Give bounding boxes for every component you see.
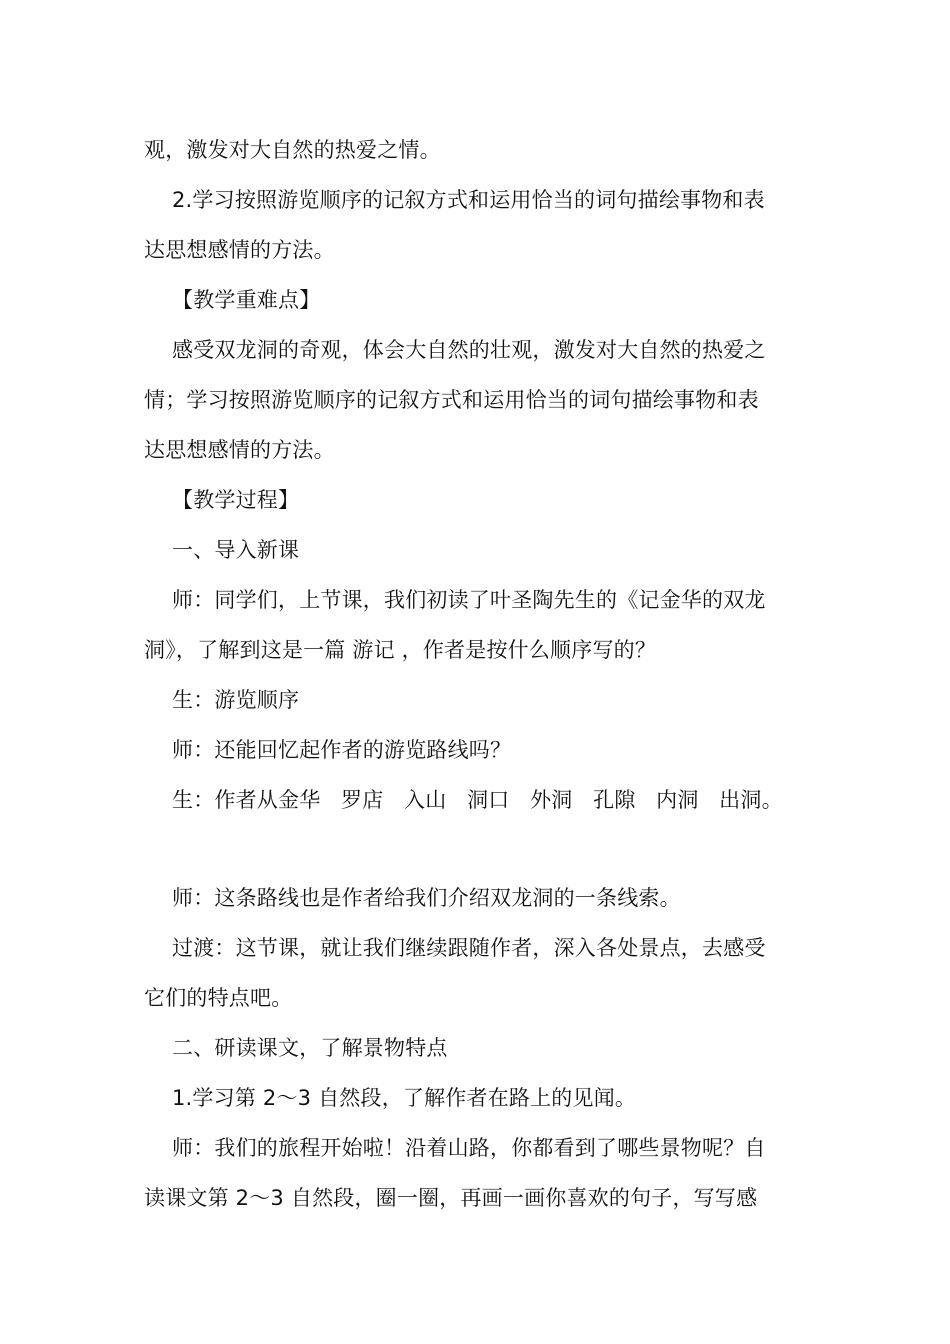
paragraph-line: 2.学习按照游览顺序的记叙方式和运用恰当的词句描绘事物和表: [172, 188, 765, 212]
paragraph-line: 感受双龙洞的奇观，体会大自然的壮观，激发对大自然的热爱之: [172, 338, 766, 362]
paragraph-line: 它们的特点吧。: [144, 986, 293, 1010]
paragraph-line: 师：我们的旅程开始啦！沿着山路，你都看到了哪些景物呢？自: [172, 1136, 766, 1160]
paragraph-line: 达思想感情的方法。: [144, 238, 335, 262]
paragraph-line: 观，激发对大自然的热爱之情。: [144, 138, 441, 162]
section-heading: 【教学重难点】: [172, 288, 321, 312]
subsection-heading: 一、导入新课: [172, 538, 300, 562]
paragraph-line: 生：游览顺序: [172, 688, 300, 712]
paragraph-line: 洞》，了解到这是一篇 游记 ，作者是按什么顺序写的？: [144, 638, 657, 662]
paragraph-line: 师：还能回忆起作者的游览路线吗？: [172, 738, 512, 762]
paragraph-line: 达思想感情的方法。: [144, 438, 335, 462]
paragraph-line: 1.学习第 2～3 自然段，了解作者在路上的见闻。: [172, 1086, 637, 1110]
paragraph-line: 过渡：这节课，就让我们继续跟随作者，深入各处景点，去感受: [172, 936, 766, 960]
paragraph-line: 师：同学们，上节课，我们初读了叶圣陶先生的《记金华的双龙: [172, 588, 766, 612]
paragraph-line: 读课文第 2～3 自然段，圈一圈，再画一画你喜欢的句子，写写感: [144, 1186, 758, 1210]
paragraph-line: 师：这条路线也是作者给我们介绍双龙洞的一条线索。: [172, 886, 681, 910]
section-heading: 【教学过程】: [172, 488, 300, 512]
subsection-heading: 二、研读课文，了解景物特点: [172, 1036, 448, 1060]
paragraph-line: 生：作者从金华 罗店 入山 洞口 外洞 孔隙 内洞 出洞。: [172, 788, 783, 812]
paragraph-line: 情；学习按照游览顺序的记叙方式和运用恰当的词句描绘事物和表: [144, 388, 759, 412]
